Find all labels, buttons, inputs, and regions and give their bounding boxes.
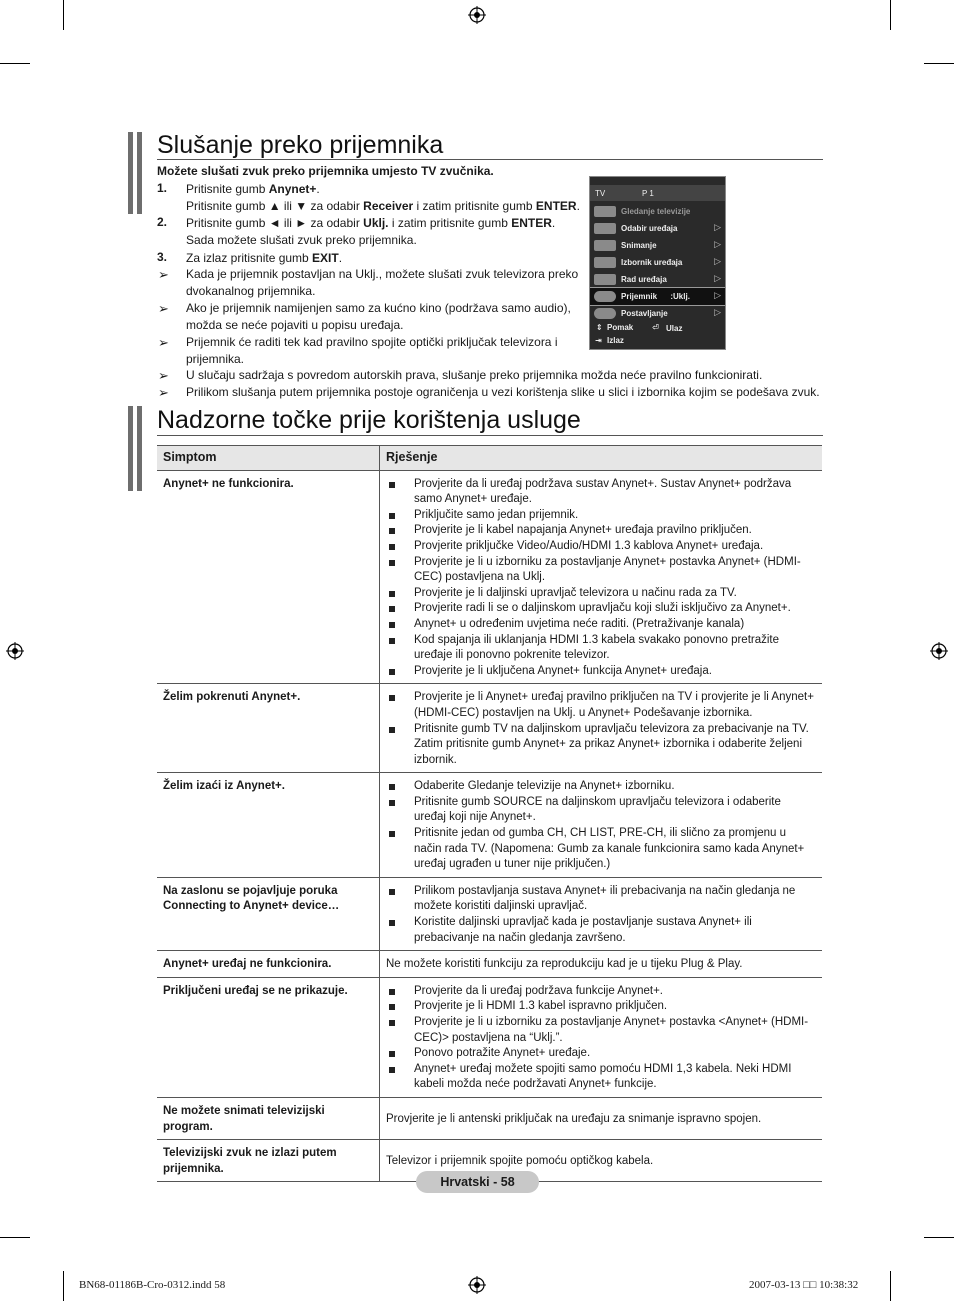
exit-icon: ⇥ bbox=[595, 336, 602, 345]
table-row bbox=[157, 684, 822, 773]
crop-mark bbox=[0, 63, 30, 64]
chevron-right-icon: ▷ bbox=[714, 273, 721, 283]
symptom-cell: Želim pokrenuti Anynet+. bbox=[157, 684, 380, 773]
step-number: 3. bbox=[157, 250, 168, 264]
note-text: Ako je prijemnik namijenjen samo za kućno kino (podržava samo audio), možda se neće pojaviti u popisu uređaja. bbox=[186, 301, 571, 332]
note-text: Prijemnik će raditi tek kad pravilno spojite optički priključak televizora i prijemnika. bbox=[186, 335, 558, 366]
tv-menu-item: Izbornik uređaja ▷ bbox=[590, 254, 725, 271]
receiver-icon bbox=[594, 291, 616, 302]
gear-icon bbox=[594, 308, 616, 319]
section-bar bbox=[128, 132, 133, 214]
crop-mark bbox=[63, 1271, 64, 1301]
list-item: Kod spajanja ili uklanjanja HDMI 1.3 kabela svakako ponovno pretražite uređaje ili ponovno pokrenite televizor. bbox=[386, 633, 816, 664]
tv-menu-foot-enter: Ulaz bbox=[666, 324, 683, 333]
registration-mark-icon bbox=[930, 642, 948, 660]
table-row bbox=[157, 773, 822, 878]
table-header-row bbox=[157, 446, 822, 471]
chevron-right-icon: ▷ bbox=[714, 239, 721, 249]
crop-mark bbox=[924, 63, 954, 64]
table-row bbox=[157, 877, 822, 950]
list-item: Pritisnite gumb SOURCE na daljinskom upravljaču televizora i odaberite uređaj koji nije Anynet+. bbox=[386, 795, 816, 826]
section-bar bbox=[137, 406, 142, 491]
tv-menu-item: Odabir uređaja ▷ bbox=[590, 220, 725, 237]
tv-menu-foot-move: Pomak bbox=[607, 323, 634, 332]
date-slug: 2007-03-13 □□ 10:38:32 bbox=[749, 1279, 859, 1291]
list-item: Ponovo potražite Anynet+ uređaje. bbox=[386, 1046, 816, 1062]
enter-icon: ⏎ bbox=[652, 323, 659, 332]
list-item: Provjerite je li kabel napajanja Anynet+ uređaja pravilno priključen. bbox=[386, 523, 816, 539]
registration-mark-icon bbox=[6, 642, 24, 660]
note-arrow-icon: ➢ bbox=[158, 368, 169, 383]
tv-menu-header-source: TV bbox=[595, 189, 606, 198]
step-number: 1. bbox=[157, 181, 168, 195]
section-bar bbox=[128, 406, 133, 491]
solution-cell bbox=[380, 877, 823, 950]
tv-menu-item: Snimanje ▷ bbox=[590, 237, 725, 254]
solution-cell bbox=[380, 977, 823, 1097]
list-item: Priključite samo jedan prijemnik. bbox=[386, 508, 816, 524]
list-item: Pritisnite jedan od gumba CH, CH LIST, PRE-CH, ili slično za promjenu u način rada TV. (Napomena: Gumb za kanale funkcionira samo kada Anynet+ uređaj ugrađen u tuner nije priključen.) bbox=[386, 826, 816, 873]
symptom-cell: Ne možete snimati televizijski program. bbox=[157, 1097, 380, 1139]
note-text: Prilikom slušanja putem prijemnika postoje ograničenja u vezi korištenja slike u slici i izbornika kojim se podešava zvuk. bbox=[186, 385, 820, 399]
section-bar bbox=[137, 132, 142, 214]
chevron-right-icon: ▷ bbox=[714, 307, 721, 317]
column-header-solution: Rješenje bbox=[380, 446, 823, 471]
note-arrow-icon: ➢ bbox=[158, 301, 169, 316]
note-arrow-icon: ➢ bbox=[158, 267, 169, 282]
list-item: Provjerite da li uređaj podržava sustav Anynet+. Sustav Anynet+ podržava samo Anynet+ uređaje. bbox=[386, 477, 816, 508]
list-item: Provjerite radi li se o daljinskom upravljaču koji služi isključivo za Anynet+. bbox=[386, 601, 816, 617]
symptom-cell: Priključeni uređaj se ne prikazuje. bbox=[157, 977, 380, 1097]
column-header-symptom: Simptom bbox=[157, 446, 380, 471]
list-item: Pritisnite gumb TV na daljinskom upravljaču televizora za prebacivanje na TV. Zatim pritisnite gumb Anynet+ za prikaz Anynet+ izbornika i odaberite željeni izbornik. bbox=[386, 722, 816, 769]
step-text: Pritisnite gumb Anynet+. Pritisnite gumb ▲ ili ▼ za odabir Receiver i zatim pritisnite gumb ENTER. bbox=[186, 182, 580, 213]
note-arrow-icon: ➢ bbox=[158, 335, 169, 350]
symptom-cell: Na zaslonu se pojavljuje poruka Connecting to Anynet+ device… bbox=[157, 877, 380, 950]
solution-cell: Ne možete koristiti funkciju za reprodukciju kad je u tijeku Plug & Play. bbox=[380, 951, 823, 978]
list-item: Provjerite priključke Video/Audio/HDMI 1.3 kablova Anynet+ uređaja. bbox=[386, 539, 816, 555]
note-arrow-icon: ➢ bbox=[158, 385, 169, 400]
page-number-badge: Hrvatski - 58 bbox=[416, 1171, 539, 1193]
chevron-right-icon: ▷ bbox=[714, 222, 721, 232]
table-row bbox=[157, 470, 822, 684]
tv-menu-header bbox=[590, 185, 725, 201]
title-rule bbox=[157, 159, 823, 160]
symptom-cell: Televizijski zvuk ne izlazi putem prijemnika. bbox=[157, 1140, 380, 1182]
device-icon bbox=[594, 223, 616, 234]
chevron-right-icon: ▷ bbox=[714, 256, 721, 266]
list-item: Odaberite Gledanje televizije na Anynet+ izborniku. bbox=[386, 779, 816, 795]
list-item: Anynet+ uređaj možete spojiti samo pomoću HDMI 1,3 kabela. Neki HDMI kabeli možda neće podržavati Anynet+ funkcije. bbox=[386, 1062, 816, 1093]
list-item: Provjerite je li uključena Anynet+ funkcija Anynet+ uređaja. bbox=[386, 664, 816, 680]
symptom-cell: Želim izaći iz Anynet+. bbox=[157, 773, 380, 878]
list-item: Provjerite da li uređaj podržava funkcije Anynet+. bbox=[386, 984, 816, 1000]
table-row bbox=[157, 951, 822, 978]
tv-icon bbox=[594, 206, 616, 217]
tv-menu-screenshot bbox=[589, 176, 726, 350]
table-row bbox=[157, 977, 822, 1097]
file-slug: BN68-01186B-Cro-0312.indd 58 bbox=[79, 1279, 226, 1291]
list-item: Provjerite je li Anynet+ uređaj pravilno priključen na TV i provjerite je li Anynet+ (HDMI-CEC) postavljen na Uklj. u Anynet+ Podešavanje izbornika. bbox=[386, 690, 816, 721]
list-item: Anynet+ u određenim uvjetima neće raditi. (Pretraživanje kanala) bbox=[386, 617, 816, 633]
section-title: Slušanje preko prijemnika bbox=[157, 131, 444, 159]
step-text: Pritisnite gumb ◄ ili ► za odabir Uklj. i zatim pritisnite gumb ENTER. Sada možete slušati zvuk preko prijemnika. bbox=[186, 216, 556, 247]
crop-mark bbox=[0, 1237, 30, 1238]
registration-mark-icon bbox=[468, 1276, 486, 1294]
list-item: Provjerite je li u izborniku za postavljanje Anynet+ postavka Anynet+ (HDMI-CEC) postavljena na Uklj. bbox=[386, 555, 816, 586]
list-item: Prilikom postavljanja sustava Anynet+ ili prebacivanja na način gledanja ne možete koristiti daljinski upravljač. bbox=[386, 884, 816, 915]
note-text: Kada je prijemnik postavljan na Uklj., možete slušati zvuk televizora preko dvokanalnog prijemnika. bbox=[186, 267, 579, 298]
tv-menu-item: Rad uređaja ▷ bbox=[590, 271, 725, 288]
step-number: 2. bbox=[157, 215, 168, 229]
list-item: Provjerite je li daljinski upravljač televizora u načinu rada za TV. bbox=[386, 586, 816, 602]
section-intro: Možete slušati zvuk preko prijemnika umjesto TV zvučnika. bbox=[157, 164, 494, 178]
tv-menu-foot-exit: Izlaz bbox=[607, 336, 624, 345]
list-item: Provjerite je li HDMI 1.3 kabel ispravno priključen. bbox=[386, 999, 816, 1015]
registration-mark-icon bbox=[468, 6, 486, 24]
move-arrows-icon: ⇕ bbox=[596, 323, 603, 332]
operate-icon bbox=[594, 274, 616, 285]
tv-menu-header-channel: P 1 bbox=[642, 189, 654, 198]
crop-mark bbox=[924, 1237, 954, 1238]
tv-menu-item: Gledanje televizije bbox=[590, 203, 725, 220]
solution-cell: Televizor i prijemnik spojite pomoću optičkog kabela. bbox=[380, 1140, 823, 1182]
recorder-icon bbox=[594, 240, 616, 251]
crop-mark bbox=[890, 0, 891, 30]
tv-menu-item-selected: Prijemnik :Uklj. ▷ bbox=[590, 288, 725, 305]
solution-cell bbox=[380, 470, 823, 684]
symptom-cell: Anynet+ uređaj ne funkcionira. bbox=[157, 951, 380, 978]
list-item: Koristite daljinski upravljač kada je postavljanje sustava Anynet+ ili prebacivanje na način gledanja završeno. bbox=[386, 915, 816, 946]
note-text: U slučaju sadržaja s povredom autorskih prava, slušanje preko prijemnika možda neće pravilno funkcionirati. bbox=[186, 368, 763, 382]
table-row bbox=[157, 1097, 822, 1139]
solution-cell: Provjerite je li antenski priključak na uređaju za snimanje ispravno spojen. bbox=[380, 1097, 823, 1139]
solution-cell bbox=[380, 684, 823, 773]
crop-mark bbox=[63, 0, 64, 30]
chevron-right-icon: ▷ bbox=[714, 290, 721, 300]
tv-menu-item: Postavljanje ▷ bbox=[590, 305, 725, 322]
list-item: Provjerite je li u izborniku za postavljanje Anynet+ postavka <Anynet+ (HDMI-CEC)> postavljena na “Uklj.”. bbox=[386, 1015, 816, 1046]
section-title: Nadzorne točke prije korištenja usluge bbox=[157, 406, 581, 434]
menu-icon bbox=[594, 257, 616, 268]
step-text: Za izlaz pritisnite gumb EXIT. bbox=[186, 251, 343, 265]
solution-cell bbox=[380, 773, 823, 878]
title-rule bbox=[157, 435, 823, 436]
crop-mark bbox=[890, 1271, 891, 1301]
symptom-cell: Anynet+ ne funkcionira. bbox=[157, 470, 380, 684]
troubleshooting-table bbox=[157, 445, 822, 1182]
